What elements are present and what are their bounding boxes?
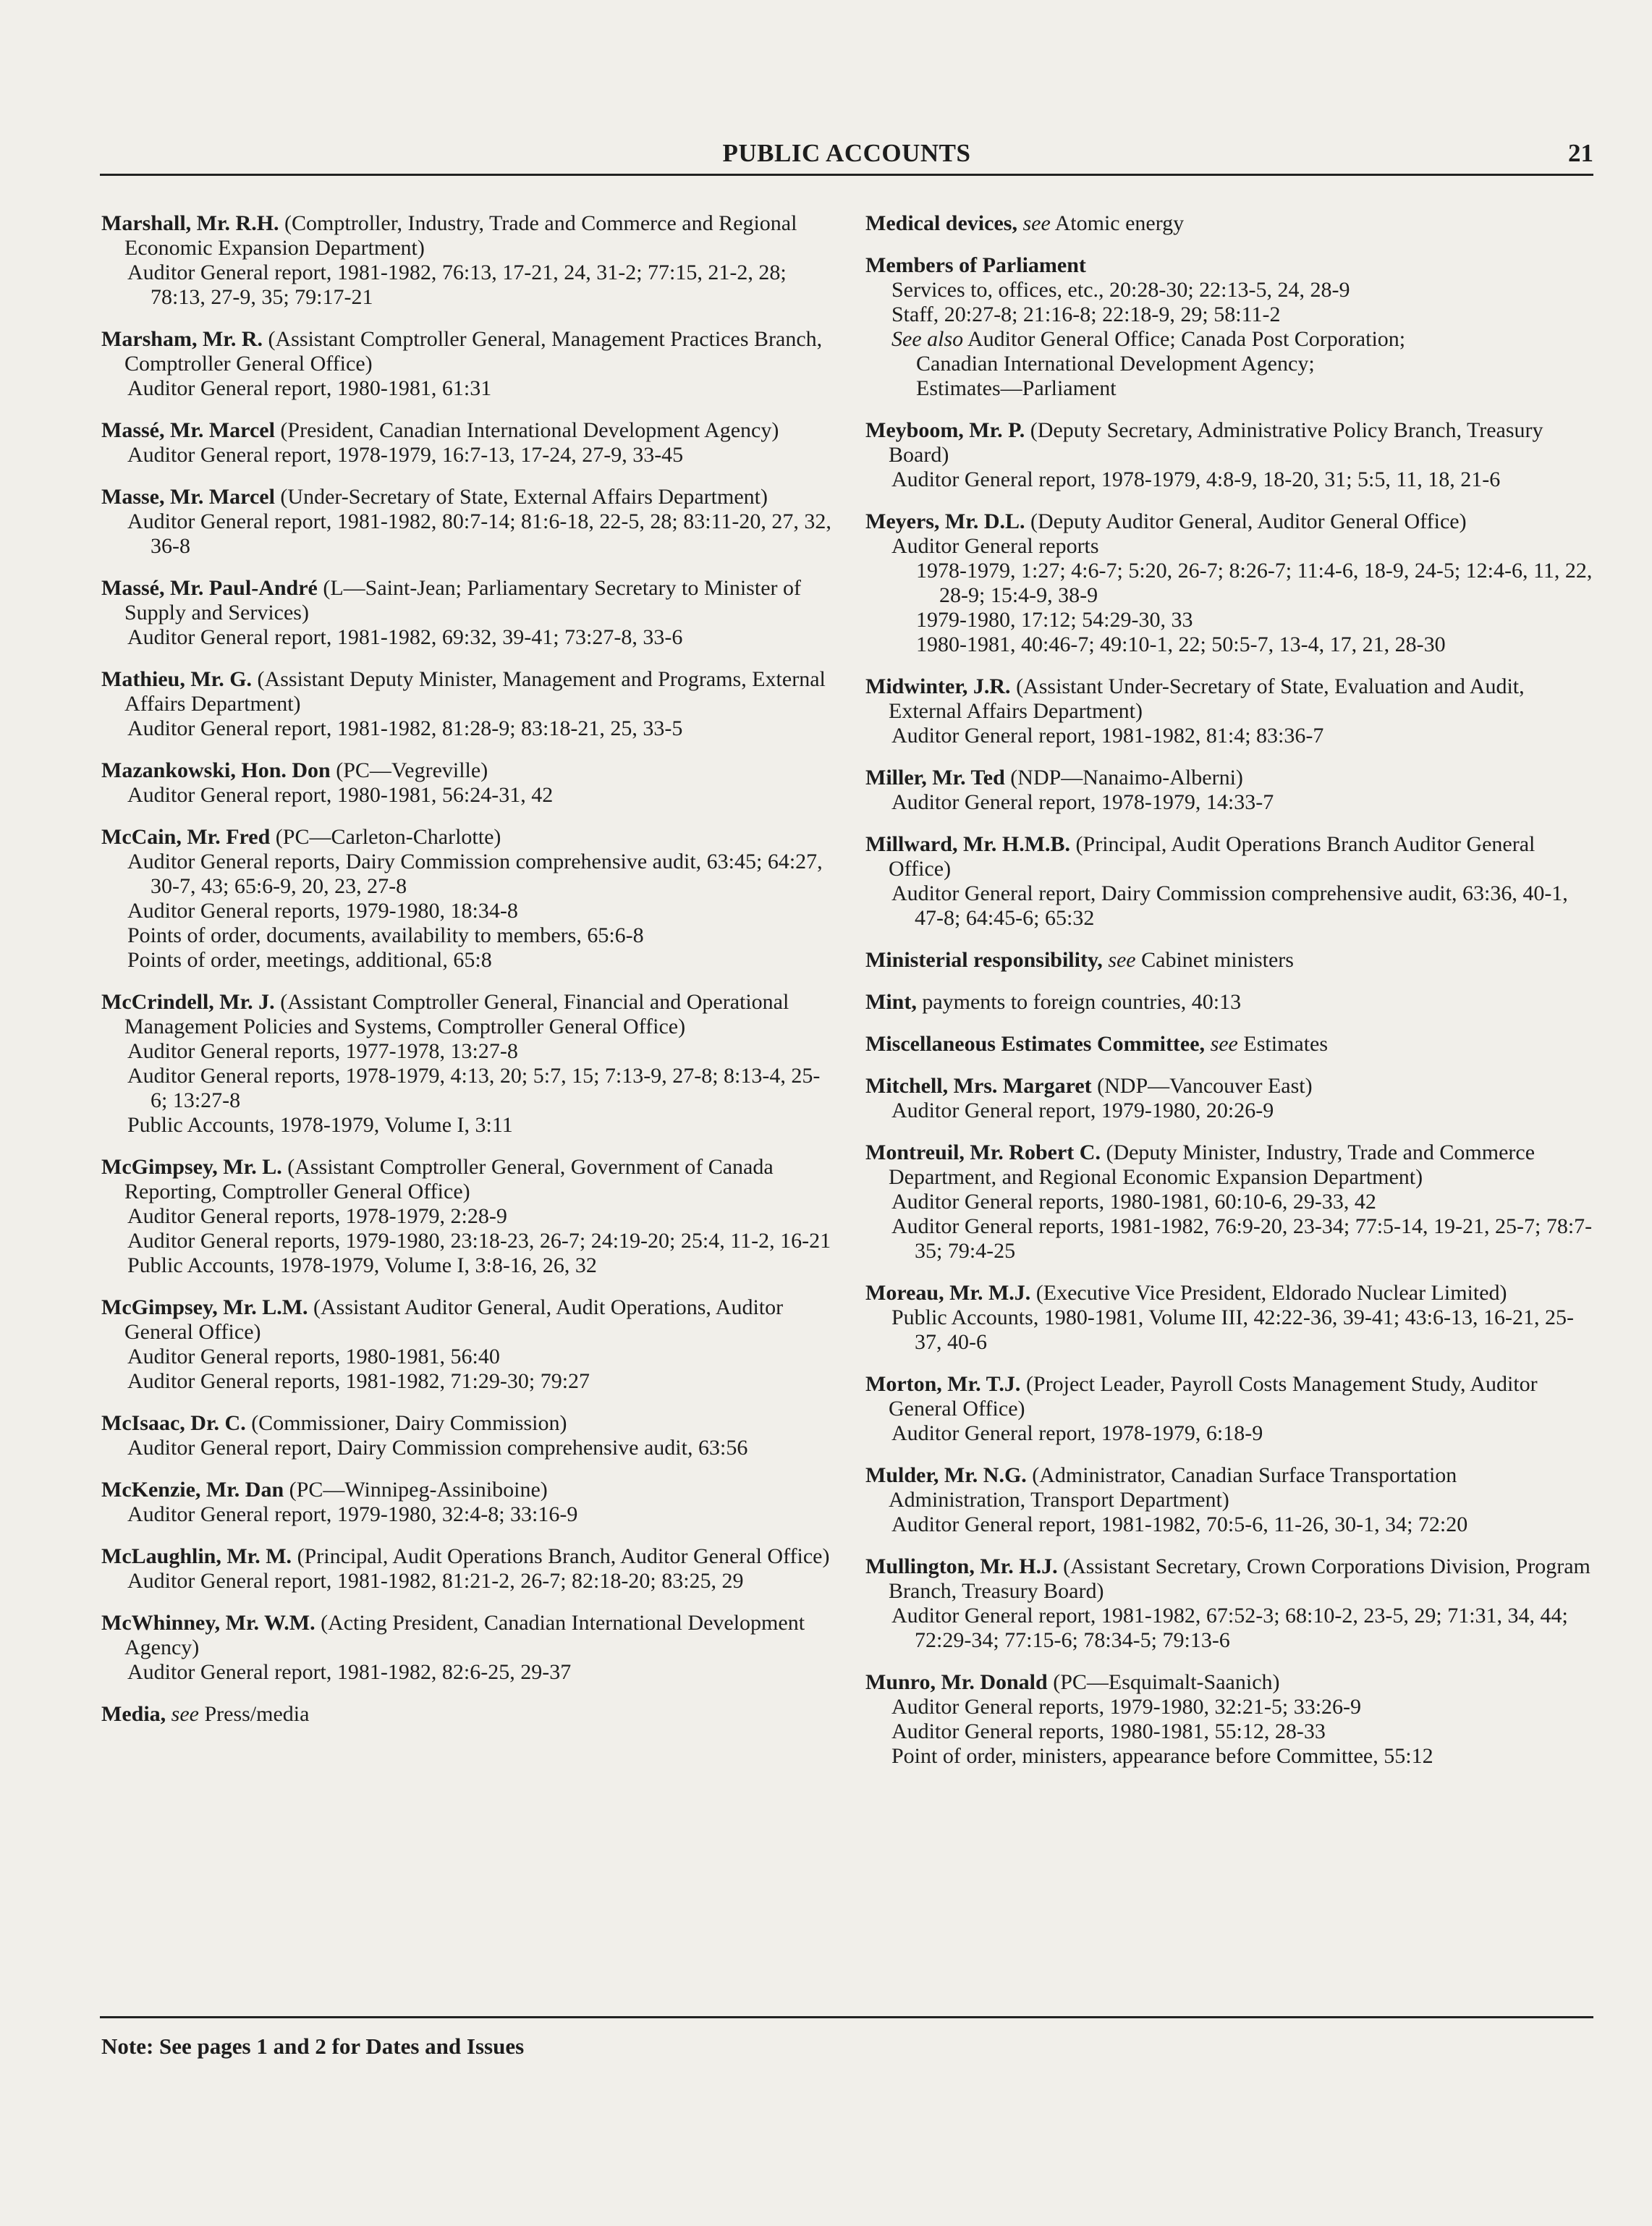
entry-name: Members of Parliament (865, 253, 1086, 277)
entry-description: (Commissioner, Dairy Commission) (245, 1411, 567, 1435)
sub-entry-text: Auditor General report, 1978-1979, 16:7-13, 17-24, 27-9, 33-45 (127, 443, 684, 467)
entry-heading (101, 1155, 832, 1204)
entry-name: Media, (101, 1702, 166, 1726)
sub-entry-text: Public Accounts, 1980-1981, Volume III, 42:22-36, 39-41; 43:6-13, 16-21, 25-37, 40-6 (891, 1305, 1574, 1354)
see-reference: see (1017, 211, 1051, 235)
index-entry (101, 1155, 832, 1278)
sub-entry (101, 783, 832, 808)
entry-heading (101, 1611, 832, 1660)
entry-description: Estimates (1237, 1032, 1329, 1056)
entry-description: (Deputy Minister, Industry, Trade and Commerce Department, and Regional Economic Expansion Department) (889, 1140, 1535, 1189)
sub-entry-text: Auditor General reports, 1981-1982, 71:29-30; 79:27 (127, 1369, 590, 1393)
sub-entry (101, 1369, 832, 1394)
sub-entry (865, 1695, 1596, 1719)
entry-name: Miscellaneous Estimates Committee, (865, 1032, 1206, 1056)
entry-name: McCrindell, Mr. J. (101, 990, 275, 1014)
entry-heading (865, 1074, 1596, 1099)
entry-name: Montreuil, Mr. Robert C. (865, 1140, 1101, 1164)
entry-description: (NDP—Vancouver East) (1091, 1074, 1313, 1098)
sub-entry (865, 1099, 1596, 1123)
sub-entry (865, 534, 1596, 559)
entry-description: (PC—Carleton-Charlotte) (270, 825, 501, 849)
index-entry (865, 418, 1596, 492)
sub-entry (865, 724, 1596, 748)
sub-entry (865, 327, 1596, 352)
sub-entry (101, 948, 832, 973)
entry-heading (101, 758, 832, 783)
index-entry (865, 1554, 1596, 1653)
sub-entry (865, 278, 1596, 302)
sub-entry (865, 1421, 1596, 1446)
entry-name: McIsaac, Dr. C. (101, 1411, 246, 1435)
sub-entry-text: Auditor General reports, 1978-1979, 2:28-9 (127, 1204, 507, 1228)
sub-entry-text: 1979-1980, 17:12; 54:29-30, 33 (916, 608, 1193, 632)
sub-entry (865, 1604, 1596, 1653)
entry-description: payments to foreign countries, 40:13 (916, 990, 1242, 1014)
entry-heading (865, 990, 1596, 1015)
entry-name: Ministerial responsibility, (865, 948, 1103, 972)
sub-entry (865, 467, 1596, 492)
entry-name: Mullington, Mr. H.J. (865, 1554, 1058, 1578)
sub-entry (865, 632, 1596, 657)
entry-heading (101, 418, 832, 443)
sub-entry-text: Auditor General reports, 1978-1979, 4:13, 20; 5:7, 15; 7:13-9, 27-8; 8:13-4, 25-6; 13:27-8 (127, 1064, 821, 1112)
sub-entry-text: 1980-1981, 40:46-7; 49:10-1, 22; 50:5-7, 13-4, 17, 21, 28-30 (916, 632, 1446, 656)
entry-name: Massé, Mr. Paul-André (101, 576, 318, 600)
sub-entry (101, 376, 832, 401)
entry-heading (101, 211, 832, 261)
sub-entry (101, 1113, 832, 1138)
sub-entry (865, 376, 1596, 401)
entry-heading (865, 1670, 1596, 1695)
entry-description: (Executive Vice President, Eldorado Nuclear Limited) (1030, 1281, 1507, 1305)
sub-entry-text: Auditor General report, 1981-1982, 80:7-14; 81:6-18, 22-5, 28; 83:11-20, 27, 32, 36-8 (127, 509, 831, 558)
entry-name: Marsham, Mr. R. (101, 327, 263, 351)
entry-name: Mitchell, Mrs. Margaret (865, 1074, 1092, 1098)
entry-name: Morton, Mr. T.J. (865, 1372, 1021, 1396)
sub-entry-text: Services to, offices, etc., 20:28-30; 22:13-5, 24, 28-9 (891, 278, 1350, 302)
entry-name: Meyers, Mr. D.L. (865, 509, 1025, 533)
sub-entry (865, 559, 1596, 608)
entry-heading (101, 990, 832, 1039)
entry-heading (101, 327, 832, 376)
entry-name: McGimpsey, Mr. L.M. (101, 1295, 308, 1319)
index-entry (865, 253, 1596, 401)
index-entry (101, 1411, 832, 1460)
entry-heading (865, 418, 1596, 467)
sub-entry-text: Public Accounts, 1978-1979, Volume I, 3:8-16, 26, 32 (127, 1253, 597, 1277)
sub-entry-text: 1978-1979, 1:27; 4:6-7; 5:20, 26-7; 8:26-7; 11:4-6, 18-9, 24-5; 12:4-6, 11, 22, 28-9; 15:4-9, 38-9 (916, 559, 1593, 607)
entry-description: (Assistant Secretary, Crown Corporations Division, Program Branch, Treasury Board) (889, 1554, 1590, 1603)
entry-name: McWhinney, Mr. W.M. (101, 1611, 315, 1635)
entry-heading (101, 1478, 832, 1502)
entry-description: (Deputy Auditor General, Auditor General Office) (1025, 509, 1467, 533)
entry-description: Cabinet ministers (1135, 948, 1294, 972)
entry-description: (Assistant Comptroller General, Government of Canada Reporting, Comptroller General Office) (124, 1155, 774, 1203)
entry-heading (865, 1372, 1596, 1421)
entry-heading (865, 1281, 1596, 1305)
entry-description: (President, Canadian International Development Agency) (274, 418, 779, 442)
sub-entry-text: Auditor General report, 1981-1982, 67:52-3; 68:10-2, 23-5, 29; 71:31, 34, 44; 72:29-34; 77:15-6; 78:34-5; 79:13-6 (891, 1604, 1568, 1652)
sub-entry-text: Auditor General report, 1981-1982, 70:5-6, 11-26, 30-1, 34; 72:20 (891, 1512, 1468, 1536)
sub-entry (865, 1512, 1596, 1537)
entry-name: Massé, Mr. Marcel (101, 418, 275, 442)
index-entry (101, 990, 832, 1138)
entry-description: (Principal, Audit Operations Branch Auditor General Office) (889, 832, 1535, 881)
sub-entry-text: Auditor General report, 1981-1982, 81:21-2, 26-7; 82:18-20; 83:25, 29 (127, 1569, 744, 1593)
sub-entry-text: Auditor General report, 1978-1979, 14:33-7 (891, 790, 1274, 814)
sub-entry-text: Points of order, meetings, additional, 65:8 (127, 948, 492, 972)
entry-name: Midwinter, J.R. (865, 674, 1011, 698)
sub-entry-text: Auditor General report, 1978-1979, 4:8-9, 18-20, 31; 5:5, 11, 18, 21-6 (891, 467, 1501, 491)
page-number: 21 (1568, 139, 1593, 167)
entry-heading (865, 832, 1596, 881)
see-also-label: See also (891, 327, 964, 351)
sub-entry-text: Auditor General reports, 1979-1980, 23:18-23, 26-7; 24:19-20; 25:4, 11-2, 16-21 (127, 1229, 831, 1253)
entry-description: Press/media (198, 1702, 310, 1726)
index-entry (101, 1544, 832, 1594)
index-column-right (865, 211, 1596, 1786)
entry-heading (865, 948, 1596, 973)
entry-name: Masse, Mr. Marcel (101, 485, 275, 509)
index-entry (865, 766, 1596, 815)
sub-entry (865, 1744, 1596, 1769)
entry-name: McGimpsey, Mr. L. (101, 1155, 282, 1179)
sub-entry-text: Auditor General reports, 1979-1980, 18:34-8 (127, 899, 518, 923)
entry-description: Atomic energy (1050, 211, 1185, 235)
sub-entry (101, 261, 832, 310)
footer-divider (100, 2016, 1593, 2018)
sub-entry-text: Staff, 20:27-8; 21:16-8; 22:18-9, 29; 58:11-2 (891, 302, 1281, 326)
entry-name: Meyboom, Mr. P. (865, 418, 1025, 442)
entry-description: (Principal, Audit Operations Branch, Auditor General Office) (292, 1544, 830, 1568)
entry-heading (101, 825, 832, 850)
page-header (100, 137, 1593, 176)
footer-note: Note: See pages 1 and 2 for Dates and Issues (101, 2034, 525, 2059)
index-entry (865, 1074, 1596, 1123)
sub-entry (101, 1345, 832, 1369)
sub-entry (101, 1229, 832, 1253)
sub-entry-text: Auditor General reports, 1981-1982, 76:9-20, 23-34; 77:5-14, 19-21, 25-7; 78:7-35; 79:4-25 (891, 1214, 1593, 1263)
sub-entry-text: Auditor General reports, 1977-1978, 13:27-8 (127, 1039, 518, 1063)
sub-entry (865, 1214, 1596, 1264)
sub-entry-text: Auditor General report, 1980-1981, 56:24-31, 42 (127, 783, 554, 807)
sub-entry (101, 1064, 832, 1113)
sub-entry-text: Auditor General report, 1979-1980, 32:4-8; 33:16-9 (127, 1502, 578, 1526)
entry-description: (Assistant Deputy Minister, Management and Programs, External Affairs Department) (124, 667, 826, 716)
entry-description: (Project Leader, Payroll Costs Management Study, Auditor General Office) (889, 1372, 1538, 1421)
entry-heading (865, 1554, 1596, 1604)
entry-name: Munro, Mr. Donald (865, 1670, 1048, 1694)
sub-entry-text: Auditor General report, 1981-1982, 81:28-9; 83:18-21, 25, 33-5 (127, 716, 683, 740)
entry-heading (865, 253, 1596, 278)
entry-heading (865, 766, 1596, 790)
entry-description: (L—Saint-Jean; Parliamentary Secretary to Minister of Supply and Services) (124, 576, 801, 625)
sub-entry-text: Auditor General report, Dairy Commission comprehensive audit, 63:36, 40-1, 47-8; 64:45-6; 65:32 (891, 881, 1568, 930)
entry-heading (101, 1544, 832, 1569)
index-entry (101, 576, 832, 650)
sub-entry-text: Auditor General report, 1981-1982, 81:4; 83:36-7 (891, 724, 1324, 748)
entry-heading (101, 1295, 832, 1345)
entry-heading (865, 211, 1596, 236)
entry-description: (Assistant Auditor General, Audit Operations, Auditor General Office) (124, 1295, 784, 1344)
sub-entry (101, 443, 832, 467)
sub-entry-text: Auditor General report, 1981-1982, 76:13, 17-21, 24, 31-2; 77:15, 21-2, 28; 78:13, 27-9, 35; 79:17-21 (127, 261, 787, 309)
sub-entry (101, 850, 832, 899)
sub-entry-text: Auditor General report, 1981-1982, 82:6-25, 29-37 (127, 1660, 572, 1684)
index-entry (865, 990, 1596, 1015)
entry-description: (PC—Esquimalt-Saanich) (1047, 1670, 1280, 1694)
entry-name: Mazankowski, Hon. Don (101, 758, 331, 782)
sub-entry-text: Auditor General report, 1981-1982, 69:32, 39-41; 73:27-8, 33-6 (127, 625, 683, 649)
sub-entry-text: Estimates—Parliament (916, 376, 1117, 400)
index-entry (101, 211, 832, 310)
index-entry (101, 1295, 832, 1394)
entry-name: Miller, Mr. Ted (865, 766, 1005, 790)
sub-entry-text: Auditor General reports (891, 534, 1099, 558)
sub-entry-text: Point of order, ministers, appearance before Committee, 55:12 (891, 1744, 1433, 1768)
sub-entry (865, 352, 1596, 376)
index-entry (101, 825, 832, 973)
entry-name: Moreau, Mr. M.J. (865, 1281, 1031, 1305)
index-entry (101, 1478, 832, 1527)
entry-heading (101, 576, 832, 625)
entry-description: (NDP—Nanaimo-Alberni) (1004, 766, 1243, 790)
entry-name: Millward, Mr. H.M.B. (865, 832, 1071, 856)
sub-entry (101, 923, 832, 948)
sub-entry-text: Auditor General report, 1979-1980, 20:26-9 (891, 1099, 1274, 1122)
entry-name: McLaughlin, Mr. M. (101, 1544, 292, 1568)
sub-entry (101, 899, 832, 923)
entry-description: (PC—Winnipeg-Assiniboine) (284, 1478, 548, 1502)
entry-heading (865, 1032, 1596, 1057)
entry-name: Medical devices, (865, 211, 1017, 235)
see-reference: see (166, 1702, 199, 1726)
entry-description: (Assistant Comptroller General, Management Practices Branch, Comptroller General Office) (124, 327, 823, 376)
entry-description: (PC—Vegreville) (330, 758, 488, 782)
page-title: PUBLIC ACCOUNTS (722, 139, 971, 167)
entry-heading (865, 509, 1596, 534)
index-entry (865, 1463, 1596, 1537)
entry-name: Mint, (865, 990, 917, 1014)
entry-heading (101, 485, 832, 509)
sub-entry (101, 1436, 832, 1460)
entry-description: (Deputy Secretary, Administrative Policy Branch, Treasury Board) (889, 418, 1543, 467)
entry-description: (Under-Secretary of State, External Affairs Department) (274, 485, 768, 509)
entry-name: McKenzie, Mr. Dan (101, 1478, 284, 1502)
index-entry (865, 509, 1596, 657)
index-entry (865, 674, 1596, 748)
sub-entry-text: Points of order, documents, availability to members, 65:6-8 (127, 923, 644, 947)
sub-entry (865, 1305, 1596, 1355)
index-entry (865, 832, 1596, 931)
entry-heading (865, 674, 1596, 724)
index-entry (865, 1281, 1596, 1355)
entry-heading (101, 1411, 832, 1436)
sub-entry-text: Canadian International Development Agency; (916, 352, 1315, 376)
sub-entry-text: Auditor General report, 1978-1979, 6:18-9 (891, 1421, 1263, 1445)
sub-entry (101, 1569, 832, 1594)
index-entry (101, 758, 832, 808)
entry-description: (Administrator, Canadian Surface Transportation Administration, Transport Department) (889, 1463, 1457, 1512)
entry-name: Mathieu, Mr. G. (101, 667, 253, 691)
see-reference: see (1205, 1032, 1238, 1056)
sub-entry (865, 1719, 1596, 1744)
index-entry (101, 327, 832, 401)
index-entry (101, 1611, 832, 1685)
sub-entry-text: Auditor General report, 1980-1981, 61:31 (127, 376, 492, 400)
index-entry (865, 211, 1596, 236)
index-entry (865, 1140, 1596, 1264)
sub-entry (101, 509, 832, 559)
sub-entry-text: Auditor General reports, Dairy Commission comprehensive audit, 63:45; 64:27, 30-7, 43; 65:6-9, 20, 23, 27-8 (127, 850, 823, 898)
entry-name: McCain, Mr. Fred (101, 825, 271, 849)
see-reference: see (1102, 948, 1136, 972)
entry-heading (865, 1140, 1596, 1190)
sub-entry-text: Auditor General Office; Canada Post Corporation; (963, 327, 1406, 351)
sub-entry-text: Auditor General reports, 1980-1981, 55:12, 28-33 (891, 1719, 1326, 1743)
entry-heading (101, 1702, 832, 1727)
entry-description: (Assistant Under-Secretary of State, Evaluation and Audit, External Affairs Department) (889, 674, 1525, 723)
index-entry (865, 1372, 1596, 1446)
index-entry (865, 948, 1596, 973)
entry-name: Mulder, Mr. N.G. (865, 1463, 1027, 1487)
entry-name: Marshall, Mr. R.H. (101, 211, 279, 235)
index-entry (101, 667, 832, 741)
sub-entry-text: Auditor General report, Dairy Commission comprehensive audit, 63:56 (127, 1436, 748, 1460)
index-column-left (101, 211, 832, 1744)
sub-entry (101, 1502, 832, 1527)
index-entry (101, 418, 832, 467)
index-entry (865, 1032, 1596, 1057)
entry-heading (101, 667, 832, 716)
index-entry (865, 1670, 1596, 1769)
sub-entry-text: Auditor General reports, 1979-1980, 32:21-5; 33:26-9 (891, 1695, 1362, 1719)
sub-entry (101, 1253, 832, 1278)
sub-entry (865, 790, 1596, 815)
sub-entry (865, 881, 1596, 931)
sub-entry (101, 1204, 832, 1229)
index-entry (101, 1702, 832, 1727)
sub-entry (101, 625, 832, 650)
sub-entry (101, 1039, 832, 1064)
sub-entry-text: Auditor General reports, 1980-1981, 56:40 (127, 1345, 500, 1368)
entry-description: (Acting President, Canadian International Development Agency) (124, 1611, 805, 1659)
entry-description: (Comptroller, Industry, Trade and Commerce and Regional Economic Expansion Department) (124, 211, 797, 260)
sub-entry (865, 302, 1596, 327)
sub-entry-text: Auditor General reports, 1980-1981, 60:10-6, 29-33, 42 (891, 1190, 1376, 1214)
sub-entry (101, 1660, 832, 1685)
entry-description: (Assistant Comptroller General, Financial and Operational Management Policies and Systems, Comptroller General Office) (124, 990, 789, 1038)
sub-entry (865, 608, 1596, 632)
entry-heading (865, 1463, 1596, 1512)
sub-entry-text: Public Accounts, 1978-1979, Volume I, 3:11 (127, 1113, 513, 1137)
sub-entry (865, 1190, 1596, 1214)
index-entry (101, 485, 832, 559)
sub-entry (101, 716, 832, 741)
